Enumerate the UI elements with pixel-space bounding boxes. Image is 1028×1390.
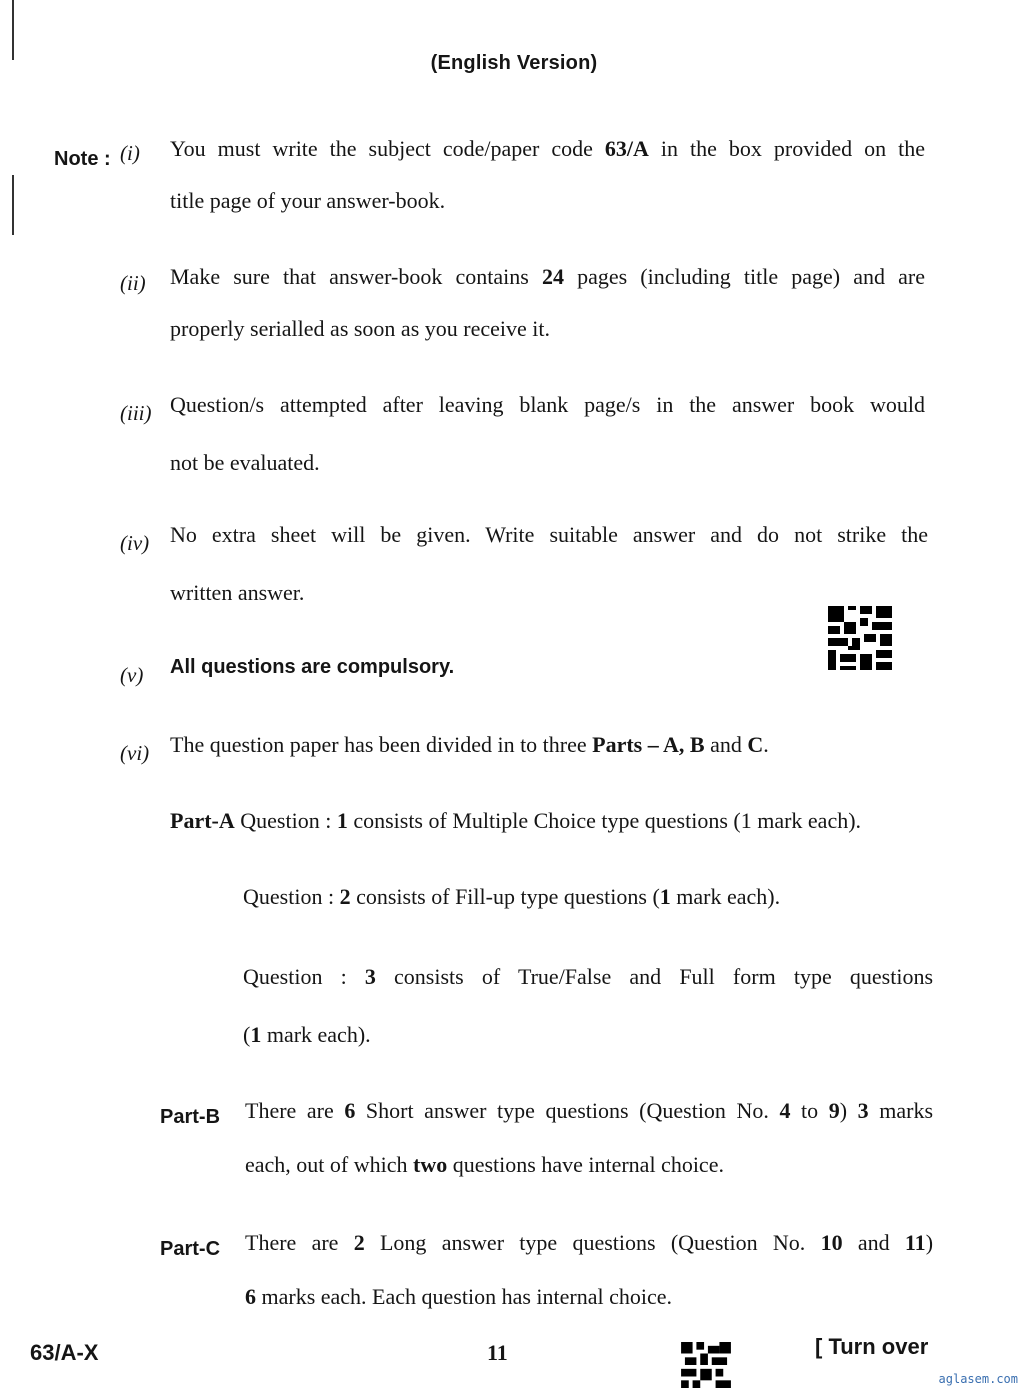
note-text: Make sure that answer-book contains 24 pages (including title page) and are — [170, 264, 925, 289]
part-c-label: Part-C — [160, 1238, 221, 1260]
scan-edge-line — [12, 0, 14, 60]
part-a-question-2: Question : 2 consists of Fill-up type questions (1 mark each). — [243, 884, 781, 909]
watermark: aglasem.com — [938, 1372, 1018, 1386]
note-text: All questions are compulsory. — [170, 656, 455, 678]
note-number: (v) — [120, 663, 144, 687]
part-a-question-3-marks: (1 mark each). — [243, 1022, 371, 1047]
part-b-label: Part-B — [160, 1106, 221, 1128]
part-b-text: each, out of which two questions have internal choice. — [245, 1152, 724, 1177]
part-c-text: There are 2 Long answer type questions (Question No. 10 and 11) — [245, 1230, 934, 1255]
part-a-question-3: Question : 3 consists of True/False and Full form type questions — [243, 964, 934, 989]
part-b-text: There are 6 Short answer type questions (Question No. 4 to 9) 3 marks — [245, 1098, 934, 1123]
note-text: The question paper has been divided in to three Parts – A, B and C. — [170, 732, 769, 757]
footer-turn-over: [ Turn over — [815, 1334, 929, 1359]
note-text: title page of your answer-book. — [170, 188, 446, 213]
part-a-label: Part-A — [170, 808, 235, 833]
part-a-question-1: Part-A Question : 1 consists of Multiple Choice type questions (1 mark each). — [170, 808, 862, 833]
note-text: written answer. — [170, 580, 305, 605]
note-number: (iv) — [120, 531, 150, 555]
note-text: Question/s attempted after leaving blank page/s in the answer book would — [170, 392, 925, 417]
note-text: properly serialled as soon as you receive it. — [170, 316, 550, 341]
footer-paper-code: 63/A-X — [30, 1340, 99, 1365]
note-text: No extra sheet will be given. Write suitable answer and do not strike the — [170, 522, 928, 547]
note-number: (ii) — [120, 271, 146, 295]
qr-code-icon — [680, 1342, 732, 1388]
page-title: (English Version) — [430, 52, 598, 74]
part-c-text: 6 marks each. Each question has internal choice. — [245, 1284, 673, 1309]
note-number: (i) — [120, 141, 140, 165]
footer-page-number: 11 — [487, 1340, 508, 1365]
note-number: (vi) — [120, 741, 150, 765]
note-label: Note : — [54, 148, 111, 170]
note-text: You must write the subject code/paper code 63/A in the box provided on the — [170, 136, 925, 161]
note-number: (iii) — [120, 401, 152, 425]
scan-edge-line — [12, 175, 14, 235]
qr-code-icon — [828, 606, 892, 670]
note-text: not be evaluated. — [170, 450, 320, 475]
